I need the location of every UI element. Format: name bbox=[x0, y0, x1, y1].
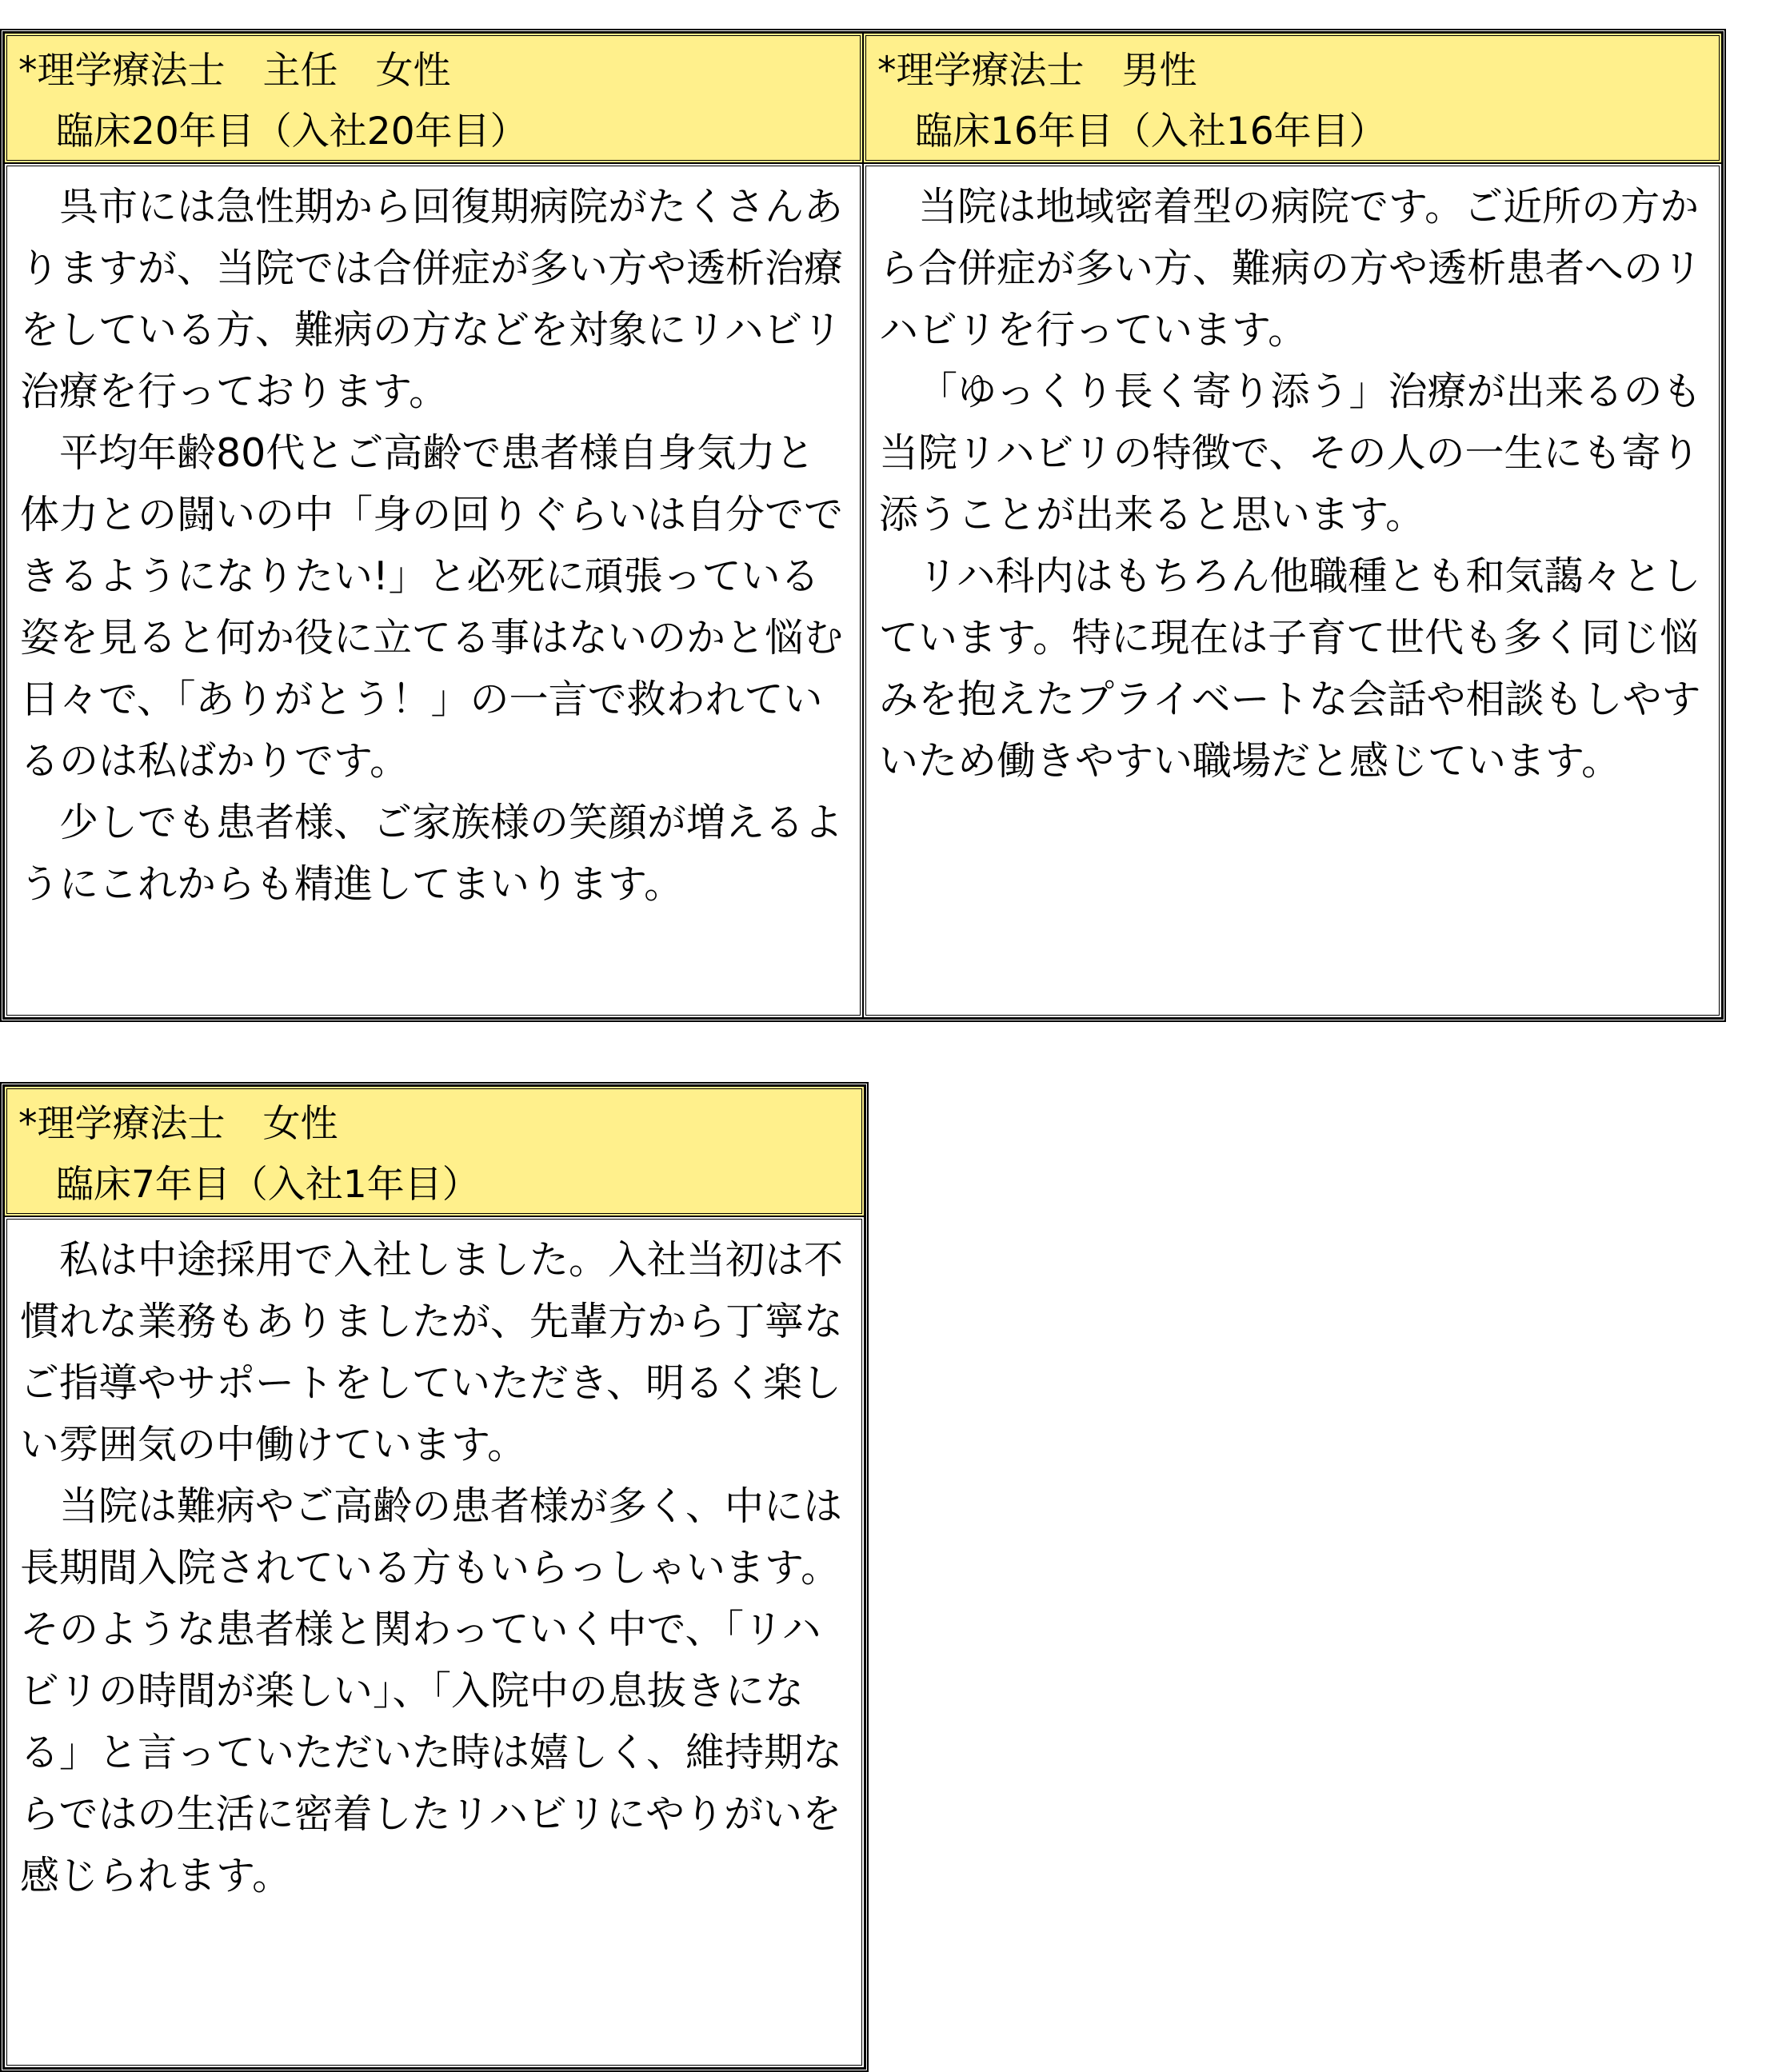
card-paragraph: 当院は難病やご高齢の患者様が多く、中には長期間入院されている方もいらっしゃいます。そのような患者様と関わっていく中で、「リハビリの時間が楽しい」、「入院中の息抜きになる」と言っていただいた時は嬉しく、維持期ならではの生活に密着したリハビリにやりがいを感じられます。 bbox=[20, 1483, 843, 1898]
card-paragraph: 少しでも患者様、ご家族様の笑顔が増えるようにこれからも精進してまいります。 bbox=[20, 800, 844, 907]
card-header-senior-female-pt bbox=[4, 33, 863, 163]
interview-table-top bbox=[0, 29, 1726, 1022]
card-header-female-pt bbox=[4, 1086, 865, 1216]
card-paragraph: 私は中途採用で入社しました。入社当初は不慣れな業務もありましたが、先輩方から丁寧なご指導やサポートをしていただき、明るく楽しい雰囲気の中働けています。 bbox=[20, 1237, 844, 1467]
card-paragraph: 「ゆっくり長く寄り添う」治療が出来るのも当院リハビリの特徴で、その人の一生にも寄り添うことが出来ると思います。 bbox=[879, 369, 1702, 537]
card-title-role: *理学療法士 女性 bbox=[18, 1102, 338, 1146]
card-title-role: *理学療法士 主任 女性 bbox=[18, 49, 451, 93]
interview-table-bottom bbox=[0, 1082, 869, 2072]
card-title-experience: 臨床7年目（入社1年目） bbox=[18, 1163, 480, 1207]
card-body-senior-female-pt bbox=[4, 163, 863, 1018]
card-body-male-pt bbox=[863, 163, 1722, 1018]
card-paragraph: 当院は地域密着型の病院です。ご近所の方から合併症が多い方、難病の方や透析患者へのリハビリを行っています。 bbox=[879, 184, 1703, 353]
card-header-male-pt bbox=[863, 33, 1722, 163]
card-paragraph: リハ科内はもちろん他職種とも和気藹々としています。特に現在は子育て世代も多く同じ悩みを抱えたプライベートな会話や相談もしやすいため働きやすい職場だと感じています。 bbox=[879, 553, 1701, 784]
card-body-female-pt bbox=[4, 1216, 865, 2068]
card-title-experience: 臨床20年目（入社20年目） bbox=[18, 110, 528, 154]
card-paragraph: 平均年齢80代とご高齢で患者様自身気力と体力との闘いの中「身の回りぐらいは自分でできるようになりたい!」と必死に頑張っている姿を見ると何か役に立てる事はないのかと悩む日々で、「ありがとう！」の一言で救われているのは私ばかりです。 bbox=[20, 430, 844, 784]
card-title-role: *理学療法士 男性 bbox=[877, 49, 1197, 93]
card-paragraph: 呉市には急性期から回復期病院がたくさんありますが、当院では合併症が多い方や透析治療をしている方、難病の方などを対象にリハビリ治療を行っております。 bbox=[20, 184, 844, 414]
card-title-experience: 臨床16年目（入社16年目） bbox=[877, 110, 1387, 154]
